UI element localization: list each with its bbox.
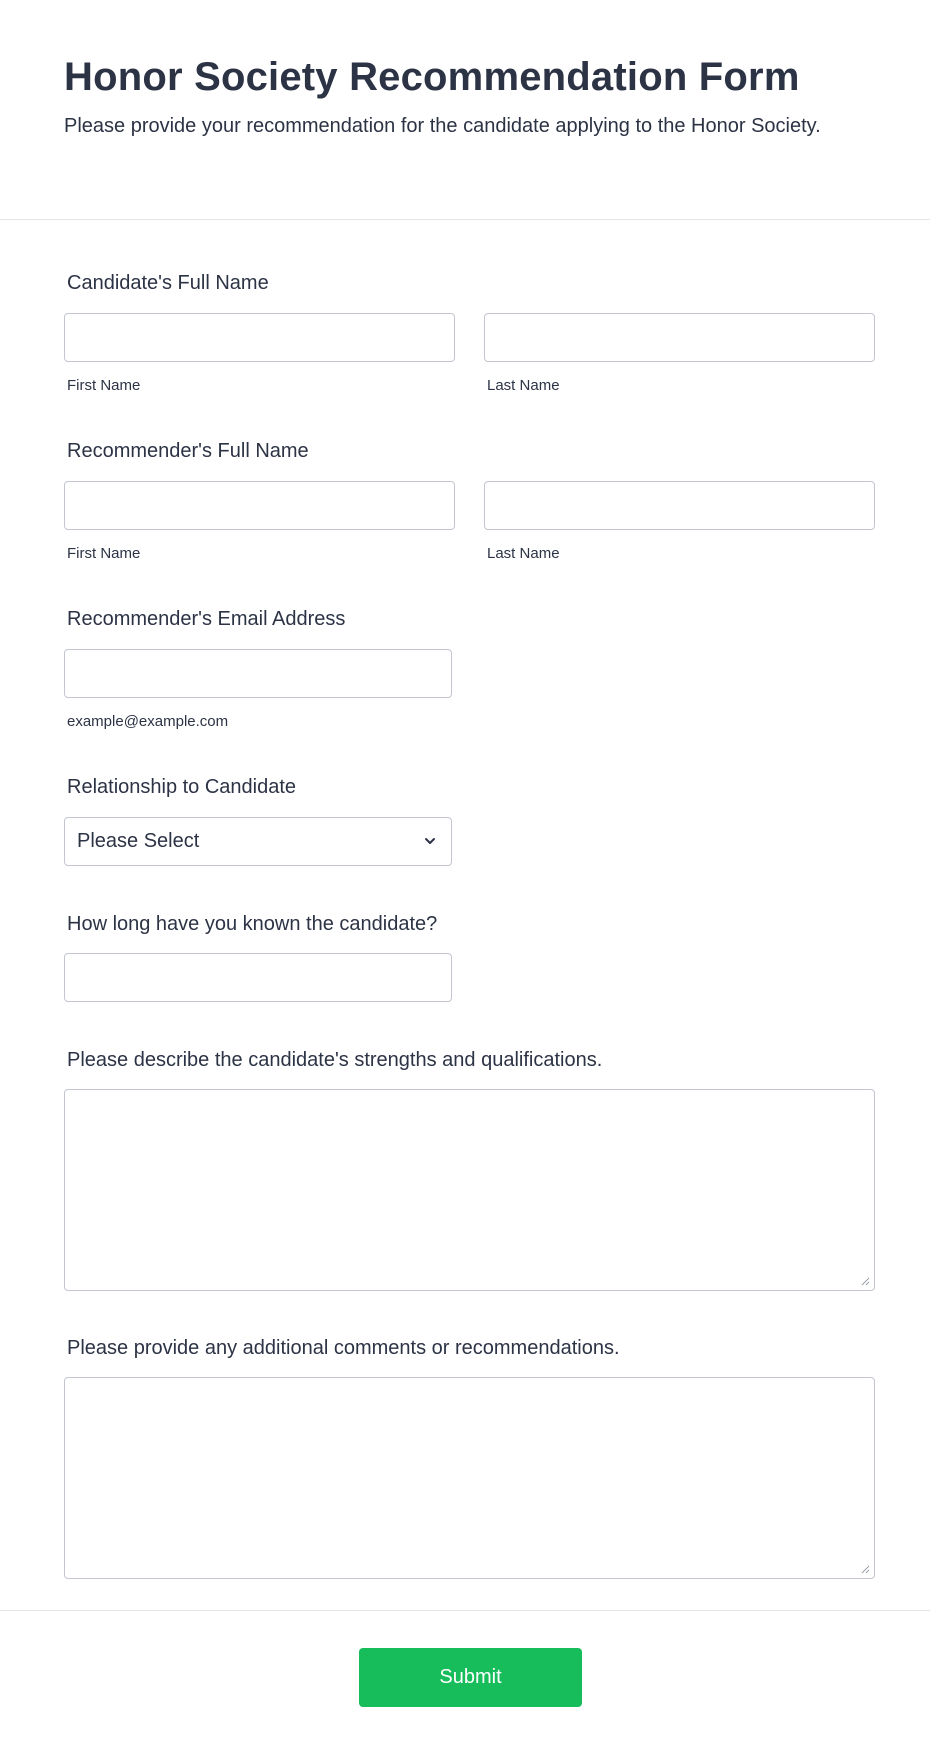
known-duration-label: How long have you known the candidate?	[67, 913, 438, 935]
resize-handle-icon[interactable]	[860, 1276, 870, 1286]
comments-textarea[interactable]	[64, 1377, 875, 1579]
recommender-last-name-sublabel: Last Name	[487, 545, 560, 562]
page-subtitle: Please provide your recommendation for the candidate applying to the Honor Society.	[64, 115, 821, 137]
form-header	[0, 0, 930, 220]
relationship-select[interactable]	[64, 817, 452, 866]
strengths-label: Please describe the candidate's strengths and qualifications.	[67, 1049, 603, 1071]
comments-label: Please provide any additional comments or recommendations.	[67, 1337, 620, 1359]
resize-handle-icon[interactable]	[860, 1564, 870, 1574]
candidate-first-name-input[interactable]	[64, 313, 455, 362]
email-example-sublabel: example@example.com	[67, 713, 229, 730]
relationship-label: Relationship to Candidate	[67, 776, 297, 798]
recommender-first-name-sublabel: First Name	[67, 545, 141, 562]
footer-divider	[0, 1610, 930, 1611]
recommender-name-label: Recommender's Full Name	[67, 440, 309, 462]
recommender-first-name-input[interactable]	[64, 481, 455, 530]
candidate-last-name-sublabel: Last Name	[487, 377, 560, 394]
candidate-last-name-input[interactable]	[484, 313, 875, 362]
candidate-name-label: Candidate's Full Name	[67, 272, 269, 294]
known-duration-input[interactable]	[64, 953, 452, 1002]
relationship-selected-value: Please Select	[77, 830, 200, 852]
email-input[interactable]	[64, 649, 452, 698]
strengths-textarea[interactable]	[64, 1089, 875, 1291]
candidate-first-name-sublabel: First Name	[67, 377, 141, 394]
email-label: Recommender's Email Address	[67, 608, 346, 630]
chevron-down-icon	[423, 834, 437, 848]
submit-button[interactable]: Submit	[359, 1648, 582, 1707]
recommender-last-name-input[interactable]	[484, 481, 875, 530]
page-title: Honor Society Recommendation Form	[64, 55, 800, 99]
